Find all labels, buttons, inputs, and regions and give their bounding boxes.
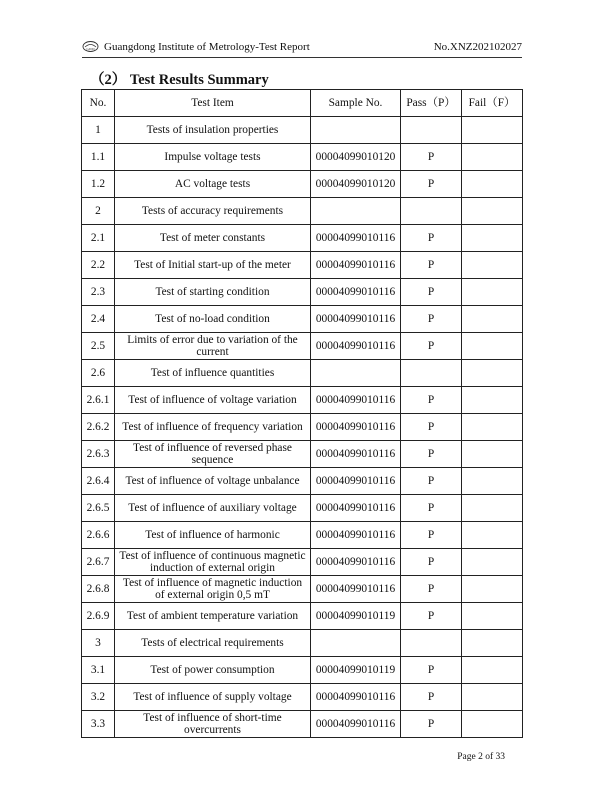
- cell-no: 2.6.8: [82, 576, 115, 603]
- cell-sample-no: 00004099010116: [311, 225, 401, 252]
- cell-fail: [462, 441, 523, 468]
- cell-sample-no: [311, 360, 401, 387]
- cell-no: 2.1: [82, 225, 115, 252]
- table-row: [82, 333, 523, 360]
- cell-fail: [462, 387, 523, 414]
- cell-sample-no: 00004099010116: [311, 279, 401, 306]
- cell-fail: [462, 630, 523, 657]
- table-row: [82, 387, 523, 414]
- section-title: （2） Test Results Summary: [90, 72, 269, 88]
- cell-fail: [462, 306, 523, 333]
- table-row: [82, 441, 523, 468]
- cell-test-item: Test of influence of supply voltage: [115, 684, 311, 711]
- cell-pass: [401, 360, 462, 387]
- cell-no: 2.6.9: [82, 603, 115, 630]
- cell-test-item: Test of influence of short-time overcurrents: [115, 711, 311, 738]
- cell-no: 2.6: [82, 360, 115, 387]
- cell-pass: P: [401, 549, 462, 576]
- cell-fail: [462, 360, 523, 387]
- institute-logo-icon: [82, 40, 99, 53]
- cell-fail: [462, 495, 523, 522]
- table-row: [82, 522, 523, 549]
- cell-fail: [462, 198, 523, 225]
- cell-no: 1: [82, 117, 115, 144]
- cell-fail: [462, 711, 523, 738]
- cell-no: 2.6.4: [82, 468, 115, 495]
- cell-no: 2: [82, 198, 115, 225]
- header-fail: Fail（F）: [462, 90, 523, 117]
- header-pass: Pass（P）: [401, 90, 462, 117]
- cell-fail: [462, 414, 523, 441]
- svg-text:GDM: GDM: [86, 47, 95, 51]
- cell-pass: P: [401, 252, 462, 279]
- cell-sample-no: 00004099010116: [311, 495, 401, 522]
- page-number: Page 2 of 33: [457, 752, 505, 762]
- cell-no: 2.6.6: [82, 522, 115, 549]
- table-row: [82, 225, 523, 252]
- table-row: [82, 198, 523, 225]
- cell-pass: [401, 630, 462, 657]
- table-row: [82, 549, 523, 576]
- test-results-table: [81, 89, 523, 738]
- page-header: [82, 40, 522, 58]
- cell-test-item: Test of starting condition: [115, 279, 311, 306]
- cell-sample-no: [311, 630, 401, 657]
- table-row: [82, 684, 523, 711]
- table-row: [82, 117, 523, 144]
- cell-pass: P: [401, 279, 462, 306]
- cell-fail: [462, 225, 523, 252]
- cell-pass: P: [401, 306, 462, 333]
- cell-test-item: Test of influence of reversed phase sequence: [115, 441, 311, 468]
- table-row: [82, 171, 523, 198]
- cell-fail: [462, 252, 523, 279]
- cell-no: 2.6.7: [82, 549, 115, 576]
- table-header-row: [82, 90, 523, 117]
- cell-sample-no: 00004099010116: [311, 252, 401, 279]
- cell-pass: P: [401, 333, 462, 360]
- cell-test-item: Test of influence of continuous magnetic induction of external origin: [115, 549, 311, 576]
- cell-test-item: Test of influence of frequency variation: [115, 414, 311, 441]
- cell-test-item: Test of influence of magnetic induction of external origin 0,5 mT: [115, 576, 311, 603]
- cell-pass: [401, 117, 462, 144]
- table-row: [82, 603, 523, 630]
- cell-fail: [462, 657, 523, 684]
- cell-no: 2.6.2: [82, 414, 115, 441]
- cell-no: 1.2: [82, 171, 115, 198]
- cell-test-item: Test of influence of voltage unbalance: [115, 468, 311, 495]
- cell-sample-no: 00004099010116: [311, 306, 401, 333]
- cell-no: 3.3: [82, 711, 115, 738]
- cell-no: 2.5: [82, 333, 115, 360]
- cell-test-item: Test of meter constants: [115, 225, 311, 252]
- cell-fail: [462, 576, 523, 603]
- cell-test-item: Test of no-load condition: [115, 306, 311, 333]
- cell-sample-no: 00004099010120: [311, 171, 401, 198]
- cell-pass: P: [401, 684, 462, 711]
- table-row: [82, 468, 523, 495]
- cell-pass: P: [401, 414, 462, 441]
- cell-no: 2.3: [82, 279, 115, 306]
- cell-no: 2.4: [82, 306, 115, 333]
- cell-sample-no: 00004099010116: [311, 522, 401, 549]
- cell-pass: P: [401, 171, 462, 198]
- cell-fail: [462, 468, 523, 495]
- table-row: [82, 495, 523, 522]
- cell-fail: [462, 171, 523, 198]
- cell-pass: P: [401, 387, 462, 414]
- cell-no: 2.6.5: [82, 495, 115, 522]
- cell-test-item: Tests of electrical requirements: [115, 630, 311, 657]
- cell-pass: [401, 198, 462, 225]
- cell-sample-no: [311, 198, 401, 225]
- cell-sample-no: [311, 117, 401, 144]
- table-row: [82, 414, 523, 441]
- table-row: [82, 576, 523, 603]
- cell-fail: [462, 333, 523, 360]
- table-row: [82, 630, 523, 657]
- cell-pass: P: [401, 495, 462, 522]
- cell-sample-no: 00004099010116: [311, 441, 401, 468]
- cell-pass: P: [401, 441, 462, 468]
- header-no: No.: [82, 90, 115, 117]
- cell-test-item: Test of ambient temperature variation: [115, 603, 311, 630]
- cell-no: 3.1: [82, 657, 115, 684]
- cell-fail: [462, 603, 523, 630]
- cell-no: 1.1: [82, 144, 115, 171]
- table-row: [82, 252, 523, 279]
- table-row: [82, 144, 523, 171]
- cell-test-item: Test of influence quantities: [115, 360, 311, 387]
- cell-sample-no: 00004099010119: [311, 657, 401, 684]
- cell-fail: [462, 117, 523, 144]
- cell-test-item: Limits of error due to variation of the current: [115, 333, 311, 360]
- cell-test-item: Tests of accuracy requirements: [115, 198, 311, 225]
- cell-test-item: AC voltage tests: [115, 171, 311, 198]
- cell-no: 3.2: [82, 684, 115, 711]
- table-row: [82, 306, 523, 333]
- table-row: [82, 711, 523, 738]
- cell-test-item: Test of power consumption: [115, 657, 311, 684]
- cell-test-item: Impulse voltage tests: [115, 144, 311, 171]
- cell-pass: P: [401, 657, 462, 684]
- cell-no: 2.6.3: [82, 441, 115, 468]
- table-row: [82, 657, 523, 684]
- table-row: [82, 360, 523, 387]
- cell-sample-no: 00004099010116: [311, 333, 401, 360]
- cell-sample-no: 00004099010116: [311, 711, 401, 738]
- cell-pass: P: [401, 468, 462, 495]
- table-row: [82, 279, 523, 306]
- cell-test-item: Test of influence of auxiliary voltage: [115, 495, 311, 522]
- cell-sample-no: 00004099010120: [311, 144, 401, 171]
- cell-pass: P: [401, 144, 462, 171]
- cell-sample-no: 00004099010119: [311, 603, 401, 630]
- cell-sample-no: 00004099010116: [311, 549, 401, 576]
- cell-sample-no: 00004099010116: [311, 387, 401, 414]
- cell-pass: P: [401, 576, 462, 603]
- organization-name: Guangdong Institute of Metrology-Test Report: [104, 41, 310, 53]
- cell-fail: [462, 144, 523, 171]
- cell-test-item: Test of influence of voltage variation: [115, 387, 311, 414]
- cell-test-item: Test of Initial start-up of the meter: [115, 252, 311, 279]
- cell-sample-no: 00004099010116: [311, 468, 401, 495]
- cell-fail: [462, 279, 523, 306]
- cell-sample-no: 00004099010116: [311, 576, 401, 603]
- cell-no: 2.2: [82, 252, 115, 279]
- cell-pass: P: [401, 603, 462, 630]
- cell-test-item: Tests of insulation properties: [115, 117, 311, 144]
- cell-sample-no: 00004099010116: [311, 684, 401, 711]
- cell-no: 3: [82, 630, 115, 657]
- cell-fail: [462, 522, 523, 549]
- cell-fail: [462, 549, 523, 576]
- cell-test-item: Test of influence of harmonic: [115, 522, 311, 549]
- cell-sample-no: 00004099010116: [311, 414, 401, 441]
- header-sample-no: Sample No.: [311, 90, 401, 117]
- header-test-item: Test Item: [115, 90, 311, 117]
- cell-fail: [462, 684, 523, 711]
- cell-no: 2.6.1: [82, 387, 115, 414]
- cell-pass: P: [401, 522, 462, 549]
- cell-pass: P: [401, 711, 462, 738]
- report-number: No.XNZ202102027: [433, 41, 522, 53]
- cell-pass: P: [401, 225, 462, 252]
